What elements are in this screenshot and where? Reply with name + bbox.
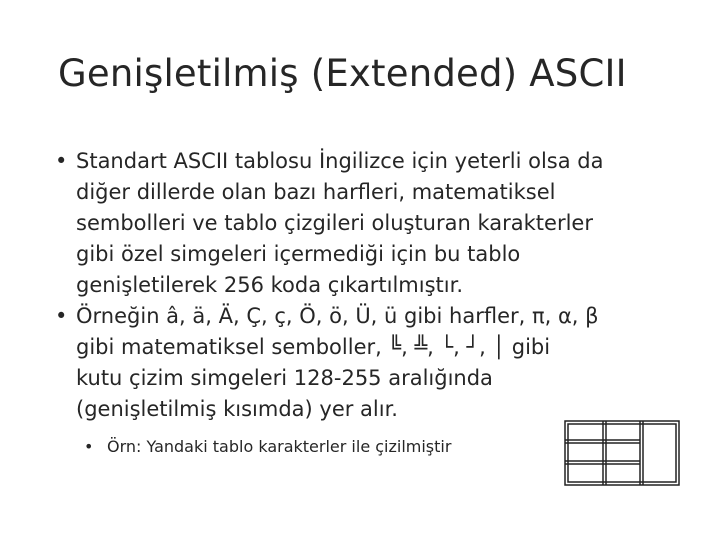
bullet2-line: • Örneğin â, ä, Ä, Ç, ç, Ö, ö, Ü, ü gibi harfler, π, α, β bbox=[76, 304, 599, 328]
slide-title: Genişletilmiş (Extended) ASCII bbox=[58, 52, 627, 95]
bullet1-line: gibi özel simgeleri içermediği için bu tablo bbox=[76, 242, 521, 266]
bullet2-line: (genişletilmiş kısımda) yer alır. bbox=[76, 397, 398, 421]
bullet-standard-ascii bbox=[55, 146, 675, 301]
bullet2-line: gibi matematiksel semboller, ╚, ╩, └, ┘, │ gibi bbox=[76, 335, 551, 359]
bullet-example-characters bbox=[55, 301, 675, 425]
bullet1-line: diğer dillerde olan bazı harfleri, matematiksel bbox=[76, 180, 556, 204]
bullet2-line: kutu çizim simgeleri 128-255 aralığında bbox=[76, 366, 493, 390]
bullet1-line: sembolleri ve tablo çizgileri oluşturan karakterler bbox=[76, 211, 593, 235]
bullet1-line: • Standart ASCII tablosu İngilizce için yeterli olsa da bbox=[76, 149, 604, 173]
subbullet-example: • Örn: Yandaki tablo karakterler ile çizilmiştir bbox=[72, 435, 675, 459]
slide-content bbox=[55, 146, 675, 459]
bullet1-line: genişletilerek 256 koda çıkartılmıştır. bbox=[76, 273, 463, 297]
box-drawing-table-icon bbox=[564, 420, 682, 488]
